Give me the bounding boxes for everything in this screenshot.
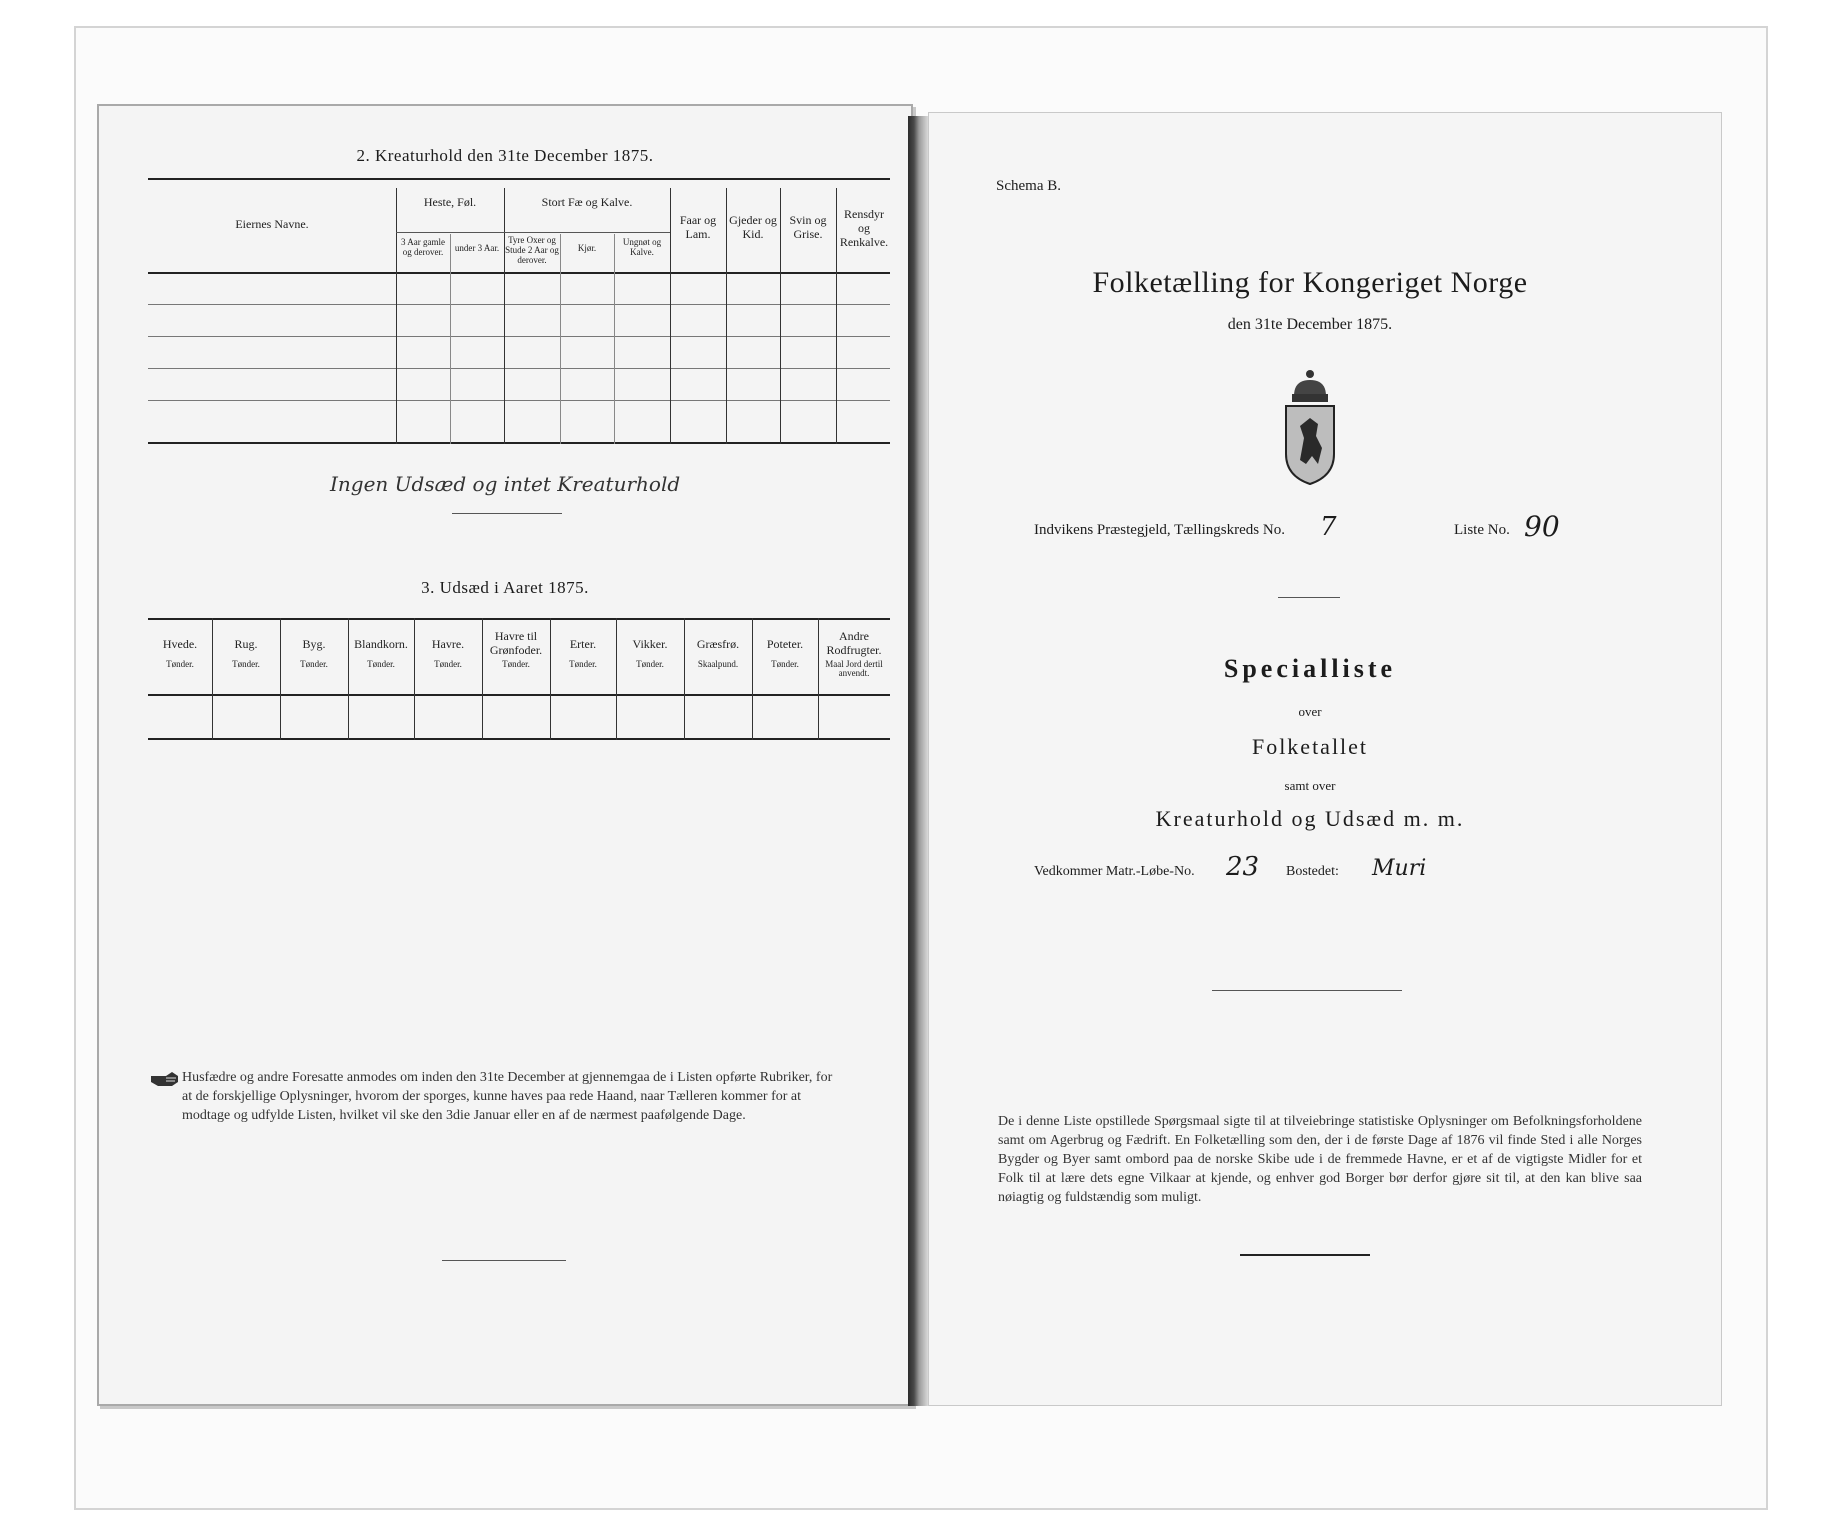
kreaturhold-text: Kreaturhold og Udsæd m. m. [1155, 806, 1465, 831]
sub-cows: Kjør. [577, 243, 597, 253]
col-hvede: Hvede. Tønder. [162, 637, 198, 669]
folketallet-text: Folketallet [1251, 734, 1369, 759]
col-vikker: Vikker. Tønder. [632, 637, 668, 669]
col-goats: Gjeder og Kid. [729, 213, 777, 241]
sub-horse-young: under 3 Aar. [454, 243, 500, 253]
parish-label: Indvikens Præstegjeld, Tællingskreds No. [1034, 522, 1285, 538]
instructions-note: Husfædre og andre Foresatte anmodes om inden den 31te December at gjennemgaa de i Listen opførte Rubriker, for at de forskjellige Oplysninger, hvorom der sporges, kunne haves paa rede Haand, naar Tælleren kommer for at modtage og udfylde Listen, hvilket vil ske den 3die Januar eller en af de nærmest paafølgende Dage. [182, 1070, 833, 1123]
col-graesfro: Græsfrø. Skaalpund. [696, 637, 740, 669]
pointing-hand-icon [150, 1070, 180, 1088]
col-poteter: Poteter. Tønder. [766, 637, 804, 669]
document-date: den 31te December 1875. [1227, 316, 1393, 333]
specialliste-heading: Specialliste [1223, 654, 1397, 683]
bosted-label: Bostedet: [1286, 864, 1339, 879]
liste-label: Liste No. [1454, 522, 1510, 538]
sub-bulls: Tyre Oxer og Stude 2 Aar og derover. [505, 235, 559, 265]
liste-number: 90 [1524, 510, 1560, 543]
section3-title: 3. Udsæd i Aaret 1875. [421, 578, 589, 597]
col-blandkorn: Blandkorn. Tønder. [354, 637, 408, 669]
sub-horse-old: 3 Aar gamle og derover. [401, 237, 445, 257]
matr-label: Vedkommer Matr.-Løbe-No. [1034, 864, 1195, 879]
section2-title: 2. Kreaturhold den 31te December 1875. [356, 146, 654, 165]
coat-of-arms-icon [1278, 368, 1342, 488]
purpose-statement: De i denne Liste opstillede Spørgsmaal sigte til at tilveiebringe statistiske Oplysninger om Befolkningsforholdene samt om Agerbrug og Fædrift. En Folketælling som den, der i de første Dage af 1876 vil finde Sted i alle Norges Bygder og Byer samt ombord paa de norske Skibe ude i de fremmede Havne, er et af de vigtigste Midler for et Folk til at lære dets egne Vilkaar at kjende, og enhver god Borger bør derfor gjøre sit til, at den kan blive saa nøiagtig og fuldstændig som muligt. [998, 1114, 1642, 1205]
matr-number: 23 [1226, 852, 1260, 882]
col-reindeer: Rensdyr og Renkalve. [839, 207, 889, 249]
col-horses: Heste, Føl. [423, 195, 477, 209]
over-text: over [1298, 704, 1322, 719]
book-spine [908, 116, 928, 1406]
document-title: Folketælling for Kongeriget Norge [1092, 266, 1528, 299]
bosted-value: Muri [1372, 856, 1427, 881]
kreds-number: 7 [1320, 512, 1337, 542]
schema-label: Schema B. [996, 178, 1061, 194]
samt-over-text: samt over [1284, 778, 1336, 793]
col-rug: Rug. Tønder. [232, 637, 260, 669]
livestock-table [148, 178, 890, 446]
col-havre: Havre. Tønder. [431, 637, 465, 669]
handwritten-note: Ingen Udsæd og intet Kreaturhold [330, 472, 681, 496]
seeding-table [148, 618, 890, 740]
col-erter: Erter. Tønder. [569, 637, 597, 669]
sub-young-cattle: Ungnøt og Kalve. [622, 237, 662, 257]
col-sheep: Faar og Lam. [679, 213, 717, 241]
col-andre-rodfrugter: Andre Rodfrugter. Maal Jord dertil anvendt. [825, 629, 883, 679]
col-havre-gronfoder: Havre til Grønfoder. Tønder. [489, 629, 543, 669]
col-cattle: Stort Fæ og Kalve. [541, 195, 633, 209]
col-owner-names: Eiernes Navne. [235, 217, 309, 231]
col-pigs: Svin og Grise. [789, 213, 827, 241]
col-byg: Byg. Tønder. [300, 637, 328, 669]
